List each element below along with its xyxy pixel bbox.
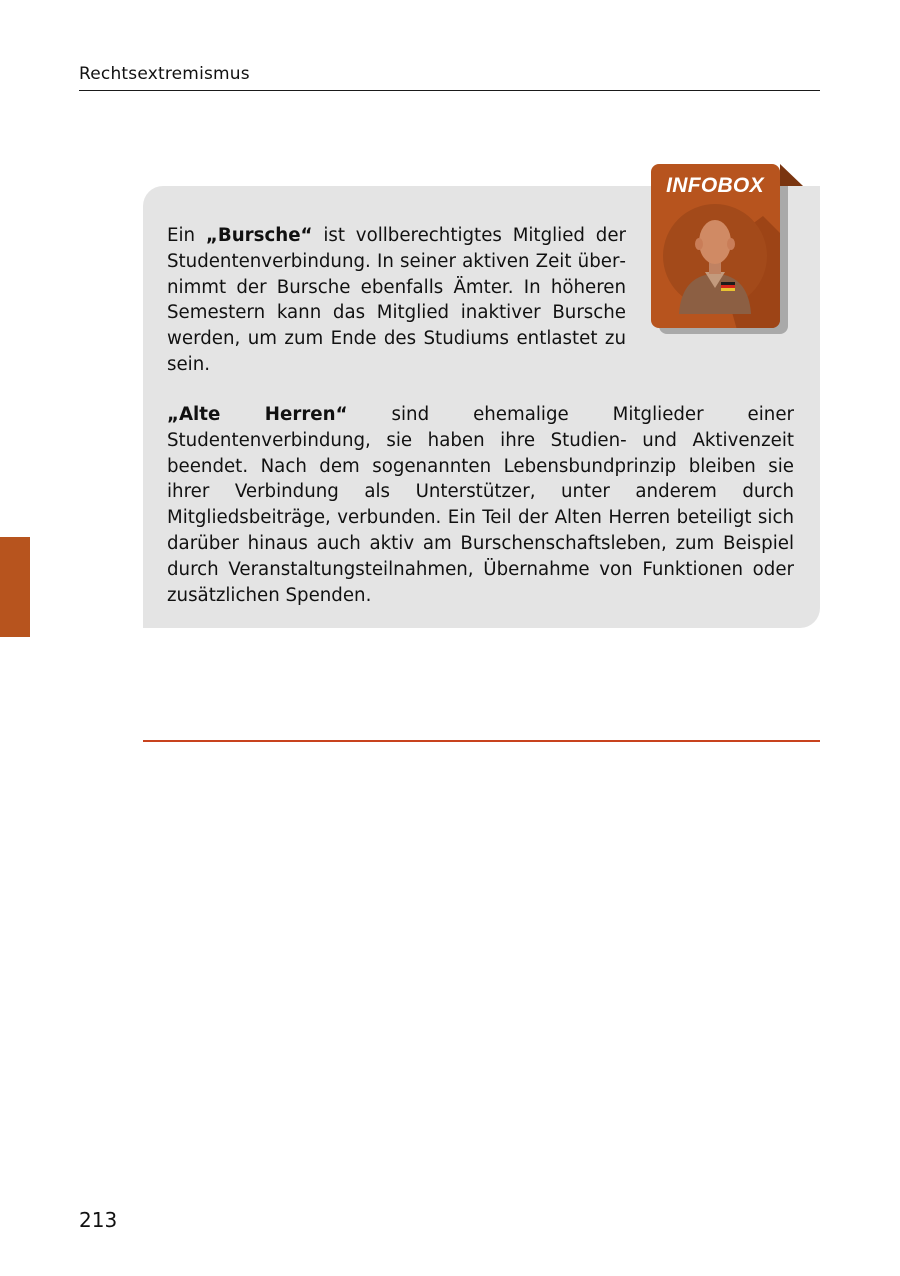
- running-header-title: Rechtsextremismus: [79, 64, 250, 84]
- section-end-rule: [143, 740, 820, 742]
- figure-head: [699, 220, 731, 264]
- infobox-badge: [651, 164, 803, 336]
- paragraph-text: sind ehemalige Mitglieder einer Studentenverbindung, sie haben ihre Studien- und Aktivenzeit beendet. Nach dem sogenannten Lebensbundprinzip bleiben sie ihrer Verbindung als Unterstützer, unter anderem durch Mitgliedsbeiträge, verbunden. Ein Teil der Alten Herren beteiligt sich darüber hinaus auch aktiv am Burschenschaftsleben, zum Beispiel durch Veranstaltungsteilnahmen, Übernahme von Funktionen oder zusätzlichen Spenden.: [167, 404, 794, 606]
- term-alte-herren: „Alte Herren“: [167, 404, 348, 425]
- badge-fold: [780, 164, 803, 186]
- figure-ear-left: [695, 238, 703, 250]
- term-bursche: „Bursche“: [205, 225, 313, 246]
- infobox-paragraph-alte-herren: [167, 402, 794, 608]
- page-number: 213: [79, 1208, 118, 1232]
- ribbon-black: [721, 282, 735, 285]
- paragraph-text: ist vollberechtigtes Mitglied der Studentenverbindung. In seiner aktiven Zeit übernimmt der Bursche ebenfalls Ämter. In höheren Semestern kann das Mitglied inaktiver Bursche werden, um zum Ende des Studiums entlastet zu sein.: [167, 225, 626, 375]
- infobox-badge-title: INFOBOX: [666, 174, 764, 197]
- infobox-paragraph-bursche: [167, 223, 626, 378]
- paragraph-prefix: Ein: [167, 225, 206, 246]
- ribbon-gold: [721, 288, 735, 291]
- figure-ear-right: [727, 238, 735, 250]
- chapter-side-tab: [0, 537, 30, 637]
- ribbon-red: [721, 285, 735, 288]
- header-divider: [79, 90, 820, 91]
